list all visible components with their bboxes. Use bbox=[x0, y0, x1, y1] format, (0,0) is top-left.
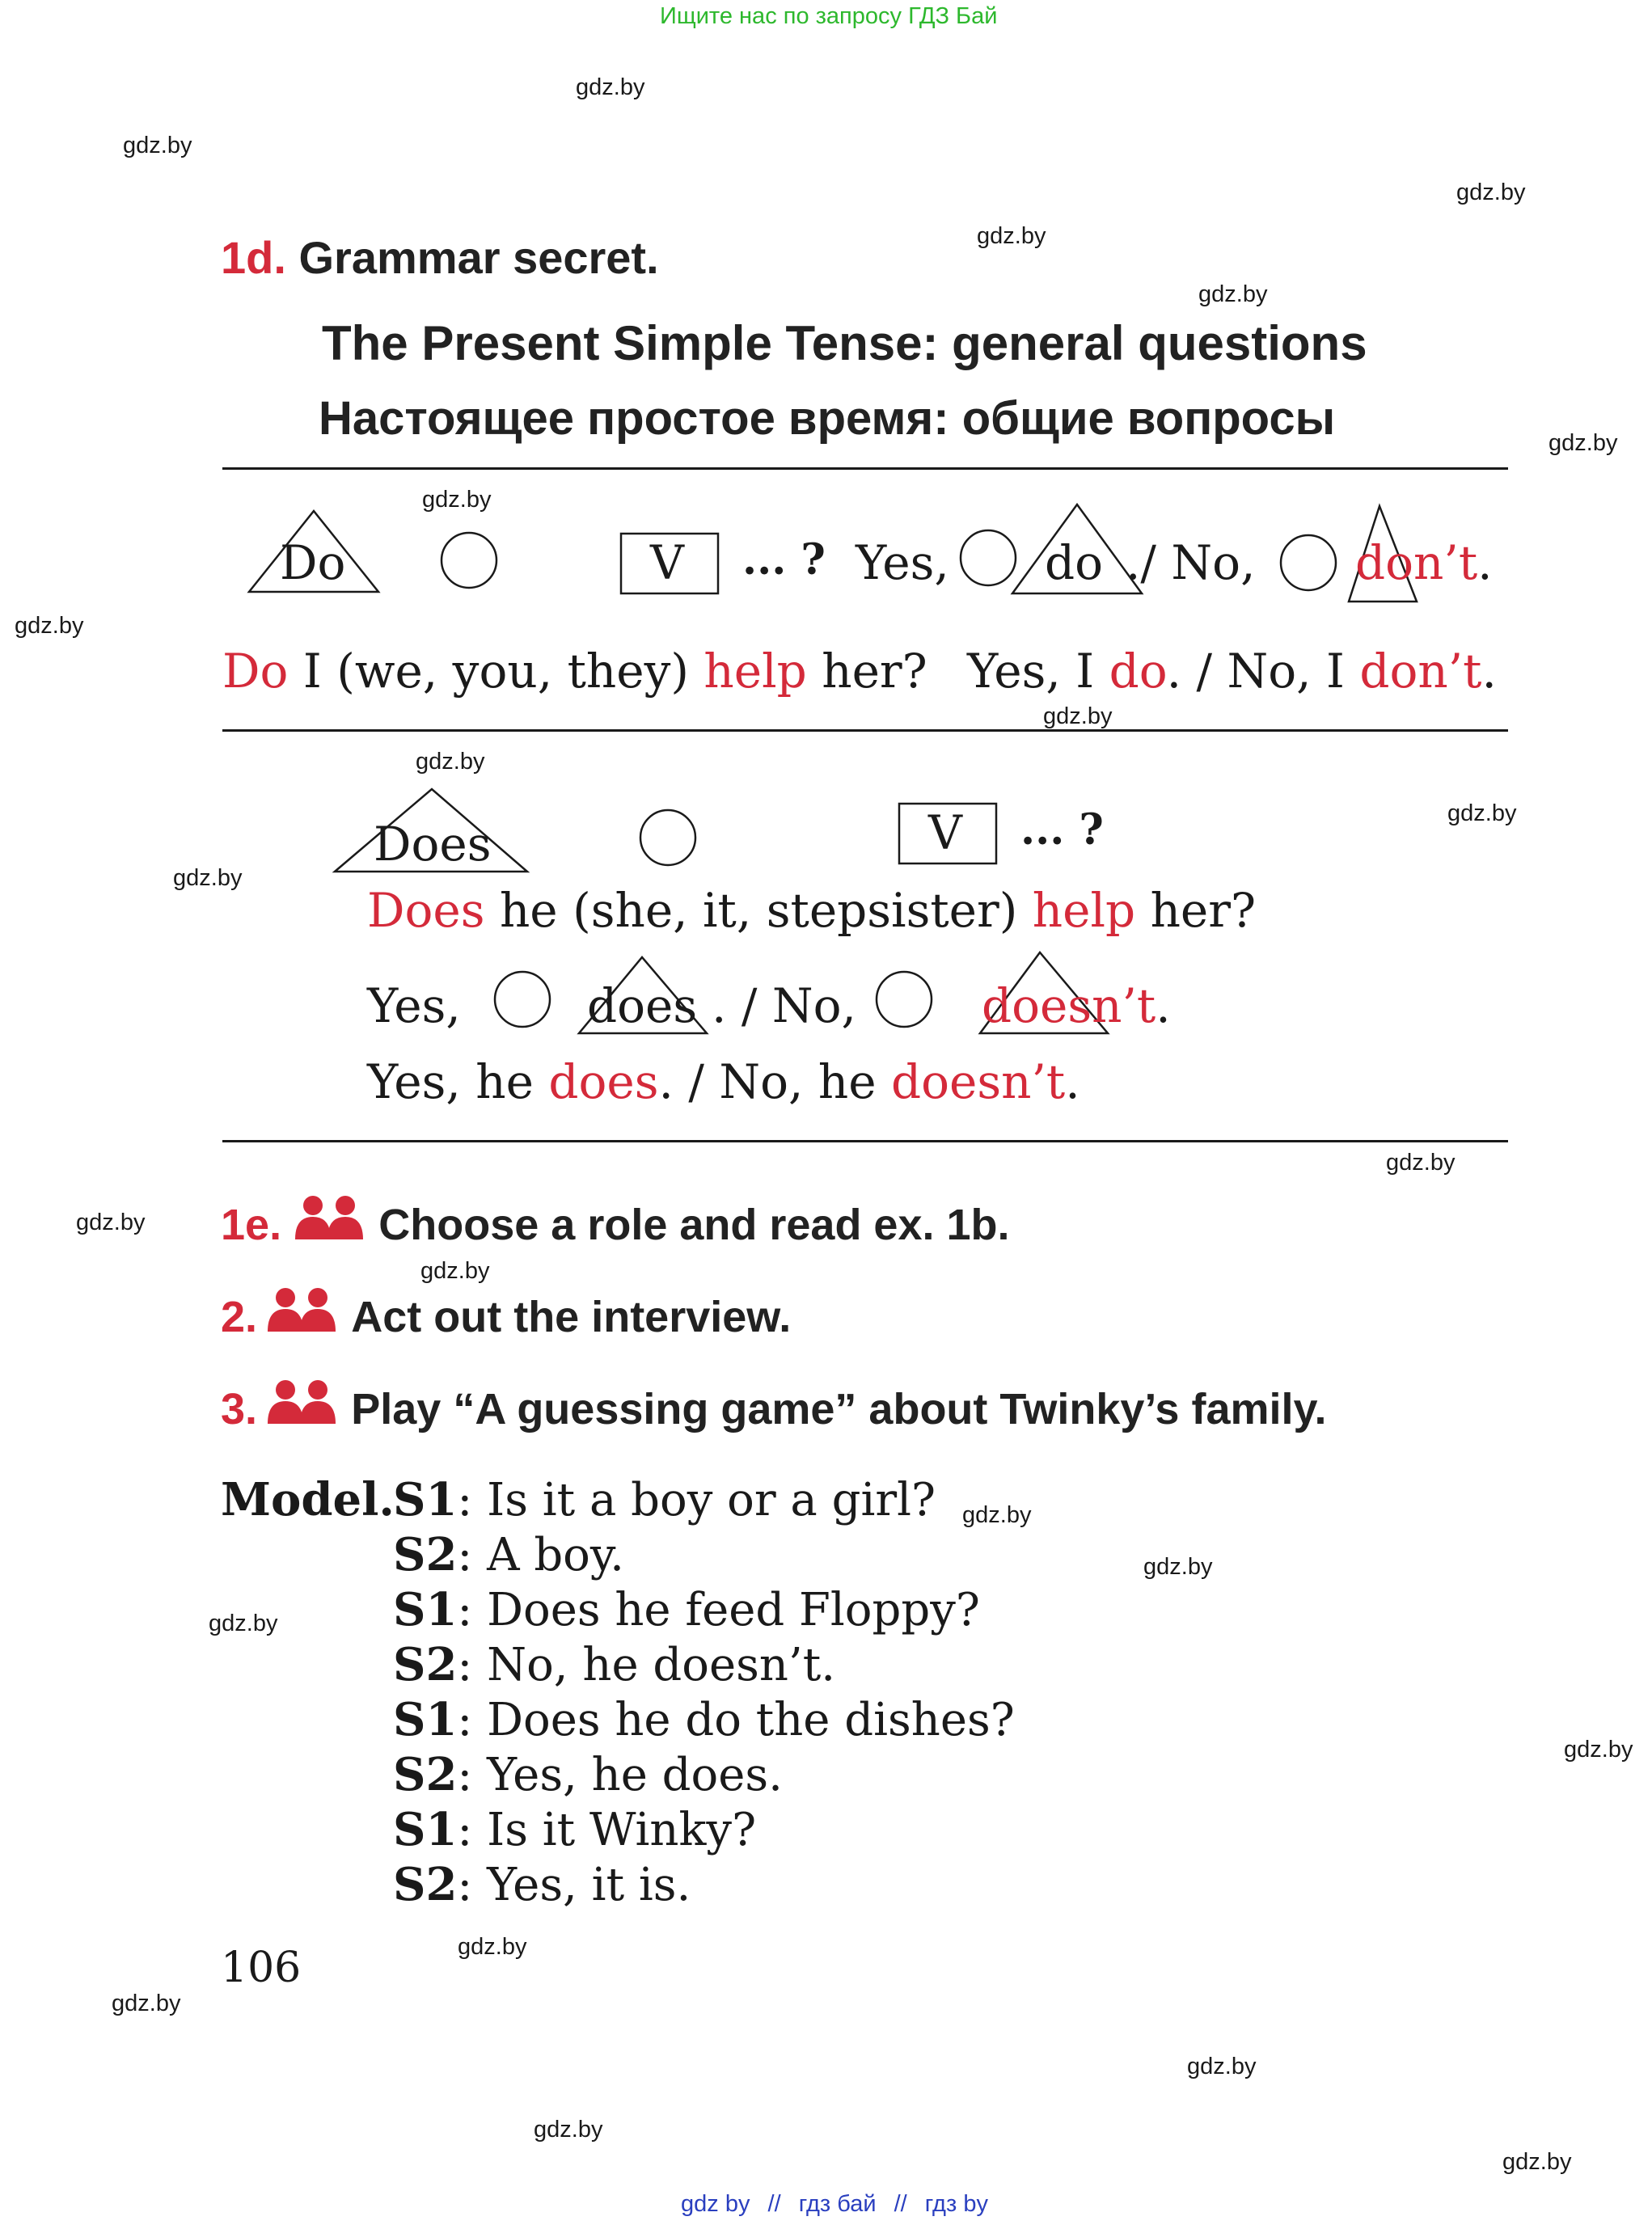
subtitle-russian: Настоящее простое время: общие вопросы bbox=[319, 392, 1336, 445]
watermark: gdz.by bbox=[1456, 179, 1526, 205]
circle-shape bbox=[640, 810, 695, 865]
watermark: gdz.by bbox=[76, 1210, 146, 1235]
scheme-verb: V bbox=[928, 805, 962, 860]
top-banner: Ищите нас по запросу ГДЗ Бай bbox=[660, 3, 998, 29]
section-title: Grammar secret. bbox=[298, 232, 659, 283]
circle-shape bbox=[442, 533, 496, 588]
short-answer-doesnt: doesn’t. bbox=[982, 978, 1171, 1033]
watermark: gdz.by bbox=[576, 74, 645, 100]
scheme-short-yes: do bbox=[1045, 535, 1104, 590]
page-number: 106 bbox=[221, 1944, 302, 1992]
watermark: gdz.by bbox=[1198, 281, 1268, 307]
circle-shape bbox=[495, 972, 550, 1027]
short-answer-does: does bbox=[587, 978, 698, 1033]
circle-shape bbox=[961, 530, 1016, 585]
dialogue-line: S2: No, he doesn’t. bbox=[393, 1638, 836, 1691]
watermark: gdz.by bbox=[173, 865, 243, 891]
watermark: gdz.by bbox=[1502, 2149, 1572, 2175]
scheme-short-no: don’t. bbox=[1355, 535, 1493, 590]
task-3: 3. Play “A guessing game” about Twinky’s family. bbox=[221, 1384, 1327, 1445]
scheme-aux-does: Does bbox=[374, 817, 492, 872]
watermark: gdz.by bbox=[1548, 430, 1618, 456]
watermark: gdz.by bbox=[1386, 1150, 1456, 1176]
circle-shape bbox=[1281, 535, 1336, 590]
example-question-does: Does he (she, it, stepsister) help her? bbox=[367, 883, 1257, 938]
dialogue-line: S2: Yes, he does. bbox=[393, 1748, 783, 1801]
scheme-yes: Yes, bbox=[856, 535, 949, 590]
scheme-ellipsis: ... ? bbox=[1020, 805, 1104, 855]
watermark: gdz.by bbox=[112, 1991, 181, 2016]
watermark: gdz.by bbox=[209, 1611, 278, 1636]
watermark: gdz.by bbox=[123, 133, 192, 158]
footer-link[interactable]: гдз бай bbox=[798, 2191, 877, 2217]
full-answers: Yes, he does. / No, he doesn’t. bbox=[367, 1054, 1080, 1109]
dialogue-line: S1: Does he do the dishes? bbox=[393, 1693, 1015, 1746]
watermark: gdz.by bbox=[1043, 703, 1113, 729]
pair-work-icon bbox=[294, 1194, 366, 1243]
watermark: gdz.by bbox=[420, 1258, 490, 1284]
circle-shape bbox=[877, 972, 932, 1027]
example-question-do: Do I (we, you, they) help her? bbox=[222, 644, 927, 699]
watermark: gdz.by bbox=[962, 1502, 1032, 1528]
watermark: gdz.by bbox=[1187, 2054, 1257, 2079]
scheme-aux-do: Do bbox=[280, 535, 346, 590]
footer-link[interactable]: gdz by bbox=[681, 2191, 750, 2217]
short-answer-yes: Yes, bbox=[367, 978, 461, 1033]
footer-links: gdz by // гдз бай // гдз by bbox=[681, 2191, 988, 2217]
watermark: gdz.by bbox=[15, 613, 84, 639]
subtitle-english: The Present Simple Tense: general questions bbox=[322, 316, 1367, 370]
model-label: Model. bbox=[221, 1473, 395, 1526]
watermark: gdz.by bbox=[1447, 800, 1517, 826]
task-2: 2. Act out the interview. bbox=[221, 1292, 791, 1353]
short-answer-no: . / No, bbox=[712, 978, 856, 1033]
example-answer-do: Yes, I do. / No, I don’t. bbox=[967, 644, 1497, 699]
watermark: gdz.by bbox=[1143, 1554, 1213, 1580]
pair-work-icon bbox=[266, 1378, 339, 1427]
watermark: gdz.by bbox=[422, 487, 492, 513]
scheme-ellipsis: ... ? bbox=[742, 535, 826, 585]
scheme-verb: V bbox=[650, 535, 684, 590]
watermark: gdz.by bbox=[534, 2117, 603, 2143]
dialogue-line: S1: Is it Winky? bbox=[393, 1803, 757, 1856]
footer-link[interactable]: гдз by bbox=[924, 2191, 988, 2217]
dialogue-line: S1: Does he feed Floppy? bbox=[393, 1583, 980, 1636]
dialogue-line: S2: Yes, it is. bbox=[393, 1858, 691, 1911]
task-1e: 1e. Choose a role and read ex. 1b. bbox=[221, 1200, 1010, 1260]
pair-work-icon bbox=[266, 1286, 339, 1335]
dialogue-line: S1: Is it a boy or a girl? bbox=[393, 1473, 936, 1526]
watermark: gdz.by bbox=[1564, 1737, 1633, 1763]
watermark: gdz.by bbox=[977, 223, 1046, 249]
watermark: gdz.by bbox=[458, 1934, 527, 1960]
dialogue-line: S2: A boy. bbox=[393, 1528, 624, 1581]
scheme-no: ./ No, bbox=[1126, 535, 1256, 590]
watermark: gdz.by bbox=[416, 749, 485, 775]
section-number: 1d. bbox=[221, 232, 286, 283]
